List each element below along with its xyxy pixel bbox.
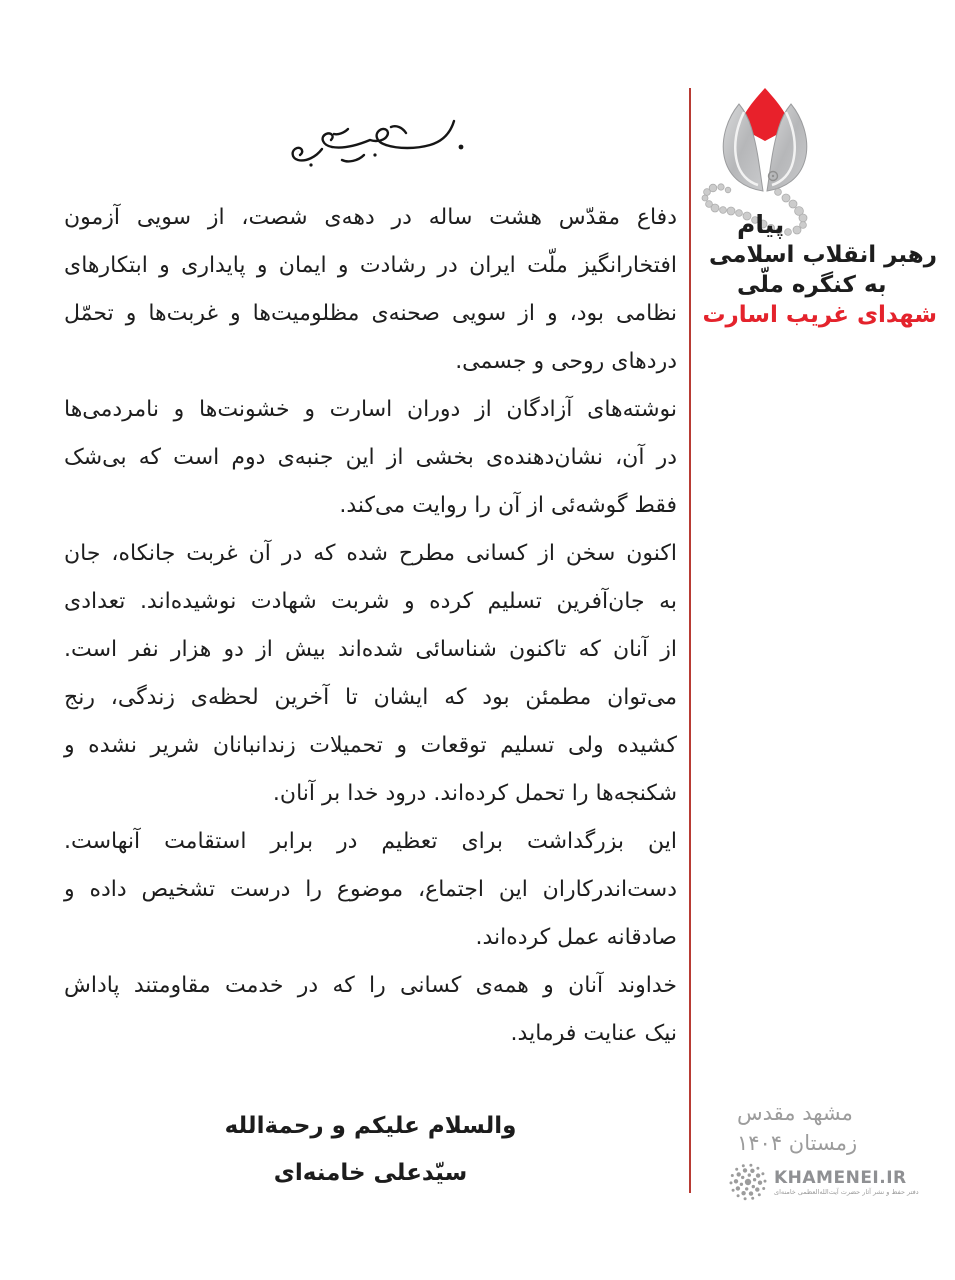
message-title-line: شهدای غریب اسارت: [702, 302, 937, 328]
body-line: دست‌اندرکاران این اجتماع، موضوع را درست تشخیص داده و: [64, 877, 677, 902]
body-line: افتخارانگیز ملّت ایران در رشادت و ایمان و پایداری و ابتکارهای: [64, 253, 677, 278]
khamenei-ir-logo: [726, 1160, 919, 1204]
body-line: دردهای روحی و جسمی.: [455, 349, 677, 374]
body-line: فقط گوشه‌ئی از آن را روایت می‌کند.: [339, 493, 677, 518]
body-line: شکنجه‌ها را تحمل کرده‌اند. درود خدا بر آنان.: [272, 781, 677, 806]
location-text: مشهد مقدس: [737, 1101, 853, 1125]
place-date-block: [737, 1098, 937, 1158]
body-line: نظامی بود، و از سویی صحنه‌ی مظلومیت‌ها و غربت‌ها و تحمّل: [64, 301, 677, 326]
vertical-divider: [689, 88, 691, 1193]
date-text: زمستان ۱۴۰۴: [737, 1131, 858, 1155]
body-text: [64, 194, 677, 1058]
signature-name: سیّدعلی خامنه‌ای: [273, 1160, 468, 1186]
body-line: نیک عنایت فرماید.: [510, 1021, 677, 1046]
emblem-icon: [726, 1160, 770, 1204]
message-title-line: پیام: [737, 210, 785, 239]
body-line: صادقانه عمل کرده‌اند.: [475, 925, 677, 950]
message-title: [702, 210, 937, 330]
body-line: از آنان که تاکنون شناسائی شده‌اند بیش از دو هزار نفر است.: [64, 637, 677, 662]
body-line: کشیده ولی تسلیم توقعات و تحمیلات زندانبانان شریر نشده و: [64, 733, 677, 758]
signature-block: [64, 1103, 677, 1197]
body-line: در آن، نشان‌دهنده‌ی بخشی از این جنبه‌ی دوم است که بی‌شک: [64, 445, 677, 470]
body-line: به جان‌آفرین تسلیم کرده و شربت شهادت نوشیده‌اند. تعدادی: [64, 589, 677, 614]
brand-name: KHAMENEI.IR: [774, 1167, 907, 1188]
body-line: نوشته‌های آزادگان از دوران اسارت و خشونت‌ها و نامردمی‌ها: [64, 397, 677, 422]
body-line: خداوند آنان و همه‌ی کسانی را که در خدمت مقاومتند پاداش: [64, 973, 677, 998]
body-line: اکنون سخن از کسانی مطرح شده که در آن غربت جانکاه، جان: [64, 541, 677, 566]
bismillah-calligraphy: [278, 103, 468, 181]
message-title-line: به کنگره ملّی: [737, 272, 887, 298]
body-line: دفاع مقدّس هشت ساله در دهه‌ی شصت، از سویی آزمون: [64, 205, 677, 230]
body-line: می‌توان مطمئن بود که ایشان تا آخرین لحظه‌ی زندگی، رنج: [64, 685, 677, 710]
body-line: این بزرگداشت برای تعظیم در برابر استقامت آنهاست.: [64, 829, 677, 854]
signature-salutation: والسلام علیکم و رحمةالله: [224, 1113, 517, 1139]
message-title-line: رهبر انقلاب اسلامی: [708, 242, 937, 268]
brand-tagline: دفتر حفظ و نشر آثار حضرت آیت‌الله‌العظمی خامنه‌ای: [774, 1187, 919, 1196]
